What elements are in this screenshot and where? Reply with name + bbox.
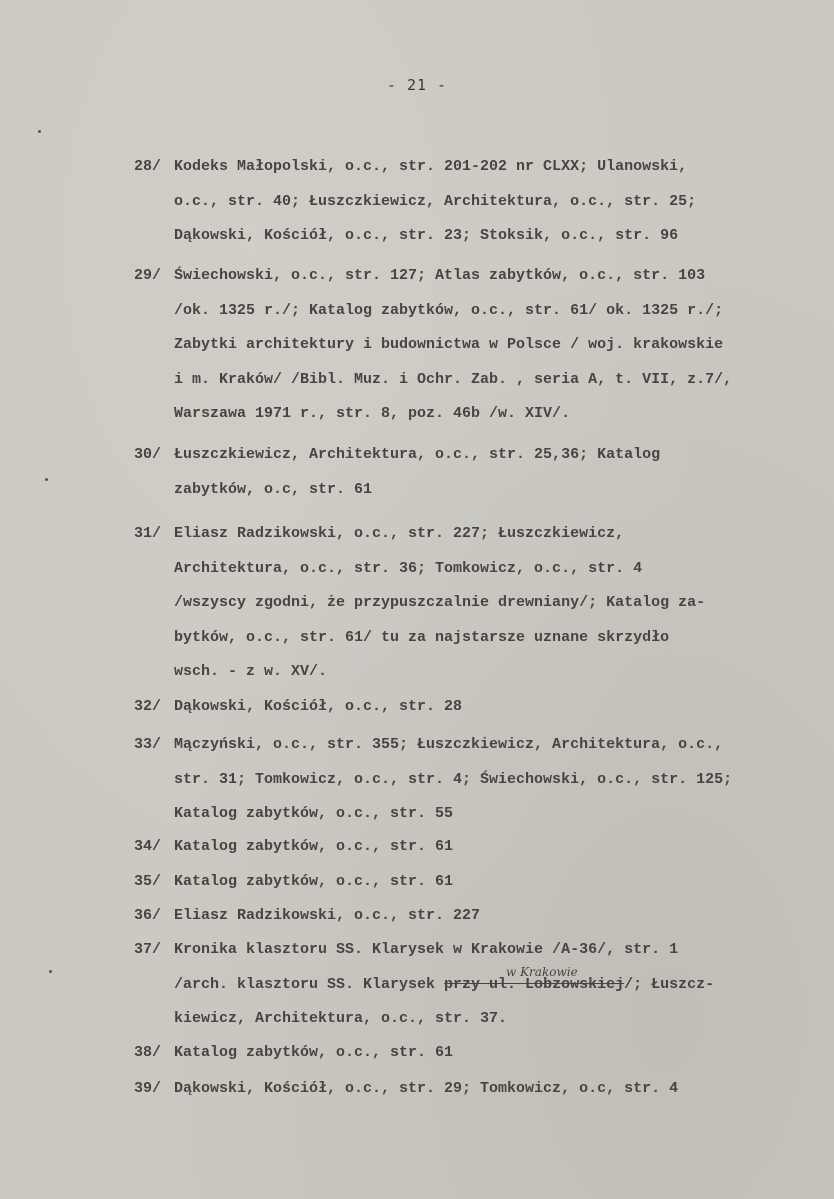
handwritten-insert: w Krakowie	[506, 965, 578, 979]
footnote-line: Dąkowski, Kościół, o.c., str. 28	[174, 698, 463, 715]
footnote-number: 29/	[134, 267, 162, 284]
footnote-line: Zabytki architektury i budownictwa w Polsce / woj. krakowskie	[174, 336, 724, 353]
footnote-number: 37/	[134, 941, 162, 958]
footnote-number: 32/	[134, 698, 162, 715]
footnote-number: 33/	[134, 736, 162, 753]
footnote-number: 30/	[134, 446, 162, 463]
footnote-line: o.c., str. 40; Łuszczkiewicz, Architektura, o.c., str. 25;	[174, 192, 697, 210]
footnote-line: Katalog zabytków, o.c., str. 61	[174, 1044, 454, 1061]
footnote-line: zabytków, o.c, str. 61	[174, 480, 373, 498]
footnote-line: Katalog zabytków, o.c., str. 61	[174, 838, 454, 855]
footnote-number: 39/	[134, 1080, 162, 1097]
footnote-line: Katalog zabytków, o.c., str. 61	[174, 873, 454, 890]
footnote-line: Architektura, o.c., str. 36; Tomkowicz, o.c., str. 4	[174, 559, 643, 577]
footnote-line: Mączyński, o.c., str. 355; Łuszczkiewicz, Architektura, o.c.,	[174, 736, 724, 753]
margin-dot	[45, 478, 48, 481]
footnote-line: bytków, o.c., str. 61/ tu za najstarsze uznane skrzydło	[174, 628, 670, 646]
footnote-line: Świechowski, o.c., str. 127; Atlas zabytków, o.c., str. 103	[174, 267, 706, 284]
margin-dot	[38, 130, 41, 133]
footnote-line: i m. Kraków/ /Bibl. Muz. i Ochr. Zab. , seria A, t. VII, z.7/,	[174, 370, 733, 388]
footnote-number: 34/	[134, 838, 162, 855]
footnote-line: Łuszczkiewicz, Architektura, o.c., str. 25,36; Katalog	[174, 446, 661, 463]
footnote-line: kiewicz, Architektura, o.c., str. 37.	[174, 1010, 508, 1027]
footnote-number: 38/	[134, 1044, 162, 1061]
margin-dot	[49, 970, 52, 973]
footnote-line: Eliasz Radzikowski, o.c., str. 227; Łuszczkiewicz,	[174, 525, 625, 542]
struck-text: przy ul. Lobzowskiej	[444, 975, 625, 993]
footnote-line: Warszawa 1971 r., str. 8, poz. 46b /w. XIV/.	[174, 405, 571, 422]
footnote-line: wsch. - z w. XV/.	[174, 663, 328, 680]
page-number: - 21 -	[386, 76, 448, 94]
footnote-line: Dąkowski, Kościół, o.c., str. 29; Tomkowicz, o.c, str. 4	[174, 1080, 679, 1097]
footnote-line: Kronika klasztoru SS. Klarysek w Krakowie /A-36/, str. 1	[174, 941, 679, 958]
footnote-line: Eliasz Radzikowski, o.c., str. 227	[174, 907, 481, 924]
footnote-number: 36/	[134, 907, 162, 924]
footnote-line: Dąkowski, Kościół, o.c., str. 23; Stoksik, o.c., str. 96	[174, 227, 679, 244]
footnote-line: Katalog zabytków, o.c., str. 55	[174, 805, 454, 822]
footnote-number: 31/	[134, 525, 162, 542]
footnote-line: str. 31; Tomkowicz, o.c., str. 4; Świechowski, o.c., str. 125;	[174, 770, 733, 788]
footnote-number: 35/	[134, 873, 162, 890]
footnote-number: 28/	[134, 158, 162, 175]
footnote-line: /ok. 1325 r./; Katalog zabytków, o.c., str. 61/ ok. 1325 r./;	[174, 301, 724, 319]
footnote-line: /wszyscy zgodni, że przypuszczalnie drewniany/; Katalog za-	[174, 594, 706, 611]
footnote-line: Kodeks Małopolski, o.c., str. 201-202 nr CLXX; Ulanowski,	[174, 158, 688, 175]
footnote-line: /arch. klasztoru SS. Klarysek przy ul. Lobzowskiej/; Łuszcz-	[174, 975, 715, 993]
